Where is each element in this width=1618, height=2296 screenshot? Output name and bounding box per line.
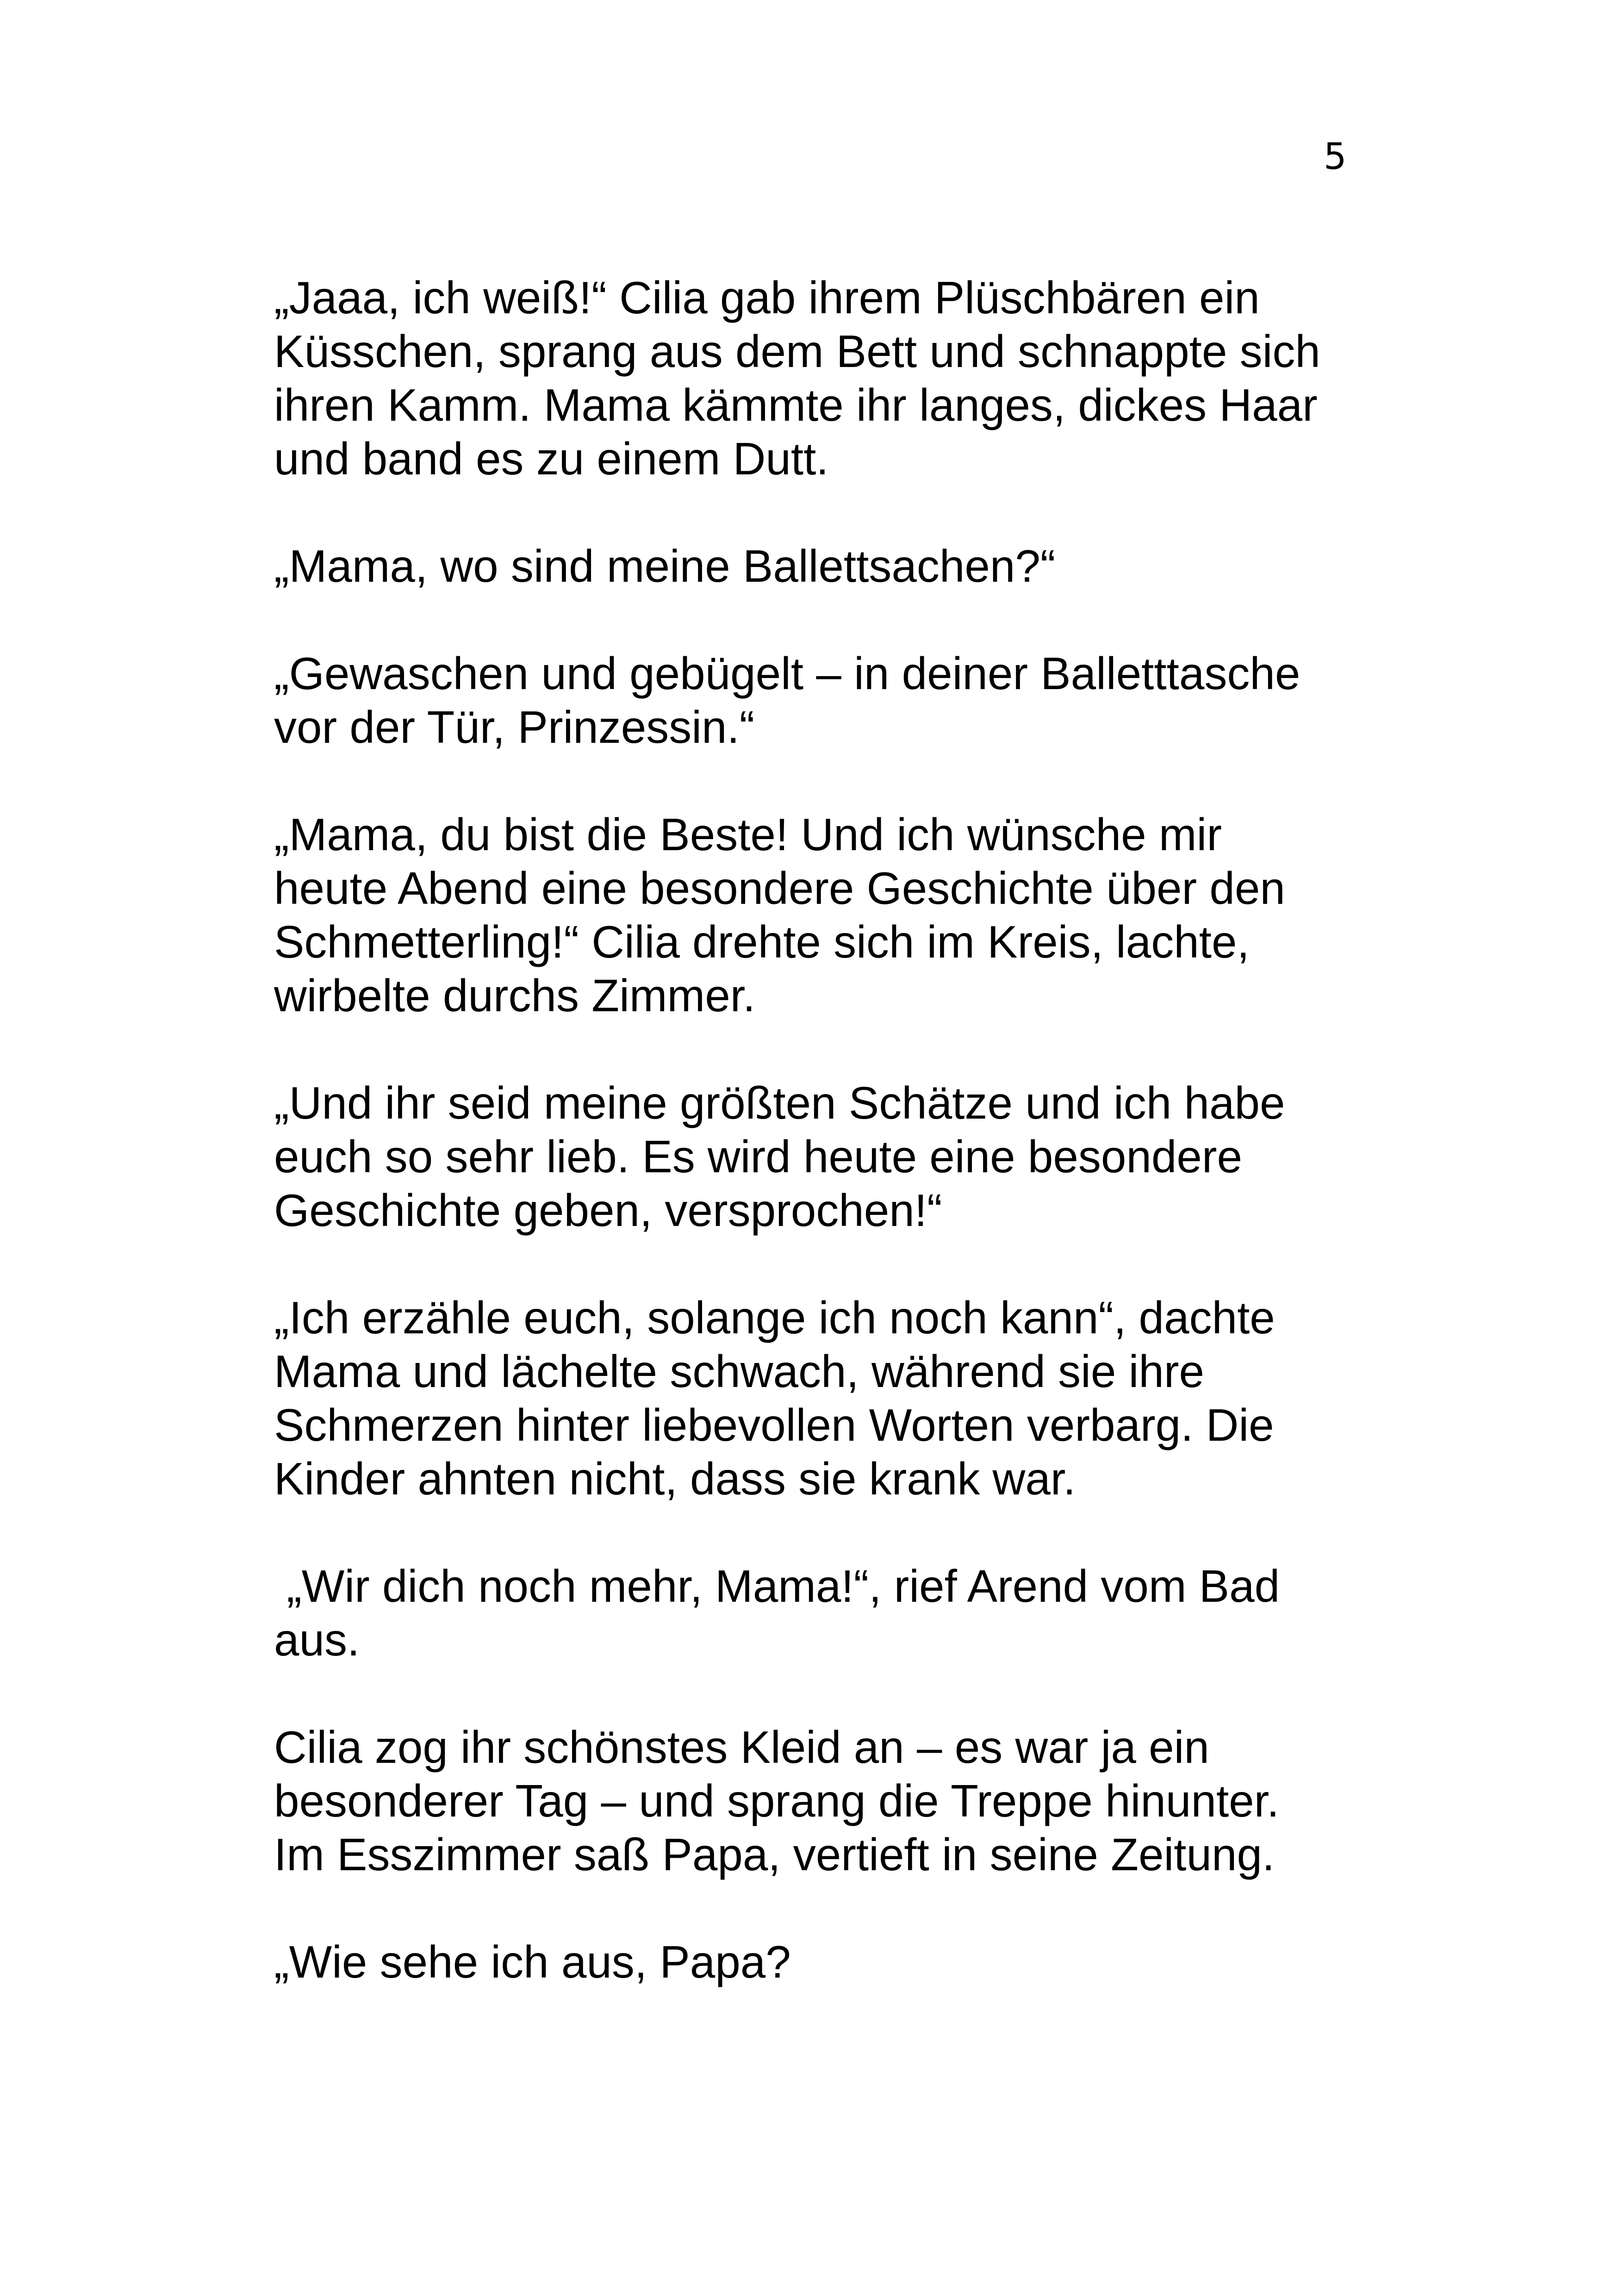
paragraph-9 <box>274 1935 1394 1989</box>
text-line: „Mama, wo sind meine Ballettsachen?“ <box>274 541 1056 591</box>
text-line: „Wie sehe ich aus, Papa? <box>274 1936 791 1987</box>
paragraph-6 <box>274 1291 1394 1506</box>
paragraph-2 <box>274 539 1394 593</box>
text-line: euch so sehr lieb. Es wird heute eine besondere <box>274 1131 1242 1182</box>
text-line: „Jaaa, ich weiß!“ Cilia gab ihrem Plüschbären ein <box>274 272 1260 323</box>
text-line: besonderer Tag – und sprang die Treppe hinunter. <box>274 1775 1280 1826</box>
text-line: ihren Kamm. Mama kämmte ihr langes, dickes Haar <box>274 380 1318 430</box>
text-line: Schmetterling!“ Cilia drehte sich im Kreis, lachte, <box>274 916 1250 967</box>
text-line: „Mama, du bist die Beste! Und ich wünsche mir <box>274 809 1222 860</box>
text-line: vor der Tür, Prinzessin.“ <box>274 702 755 753</box>
text-line: Kinder ahnten nicht, dass sie krank war. <box>274 1453 1076 1504</box>
text-line: „Und ihr seid meine größten Schätze und ich habe <box>274 1077 1285 1128</box>
paragraph-3 <box>274 647 1394 754</box>
text-line: „Wir dich noch mehr, Mama!“, rief Arend vom Bad <box>274 1561 1280 1612</box>
page-number: 5 <box>1324 136 1347 178</box>
text-line: heute Abend eine besondere Geschichte über den <box>274 863 1285 914</box>
text-line: Schmerzen hinter liebevollen Worten verbarg. Die <box>274 1400 1274 1450</box>
text-line: wirbelte durchs Zimmer. <box>274 970 756 1021</box>
paragraph-5 <box>274 1076 1394 1237</box>
paragraph-7 <box>274 1559 1394 1667</box>
text-line: „Ich erzähle euch, solange ich noch kann“, dachte <box>274 1292 1275 1343</box>
paragraph-1 <box>274 271 1394 485</box>
body-text <box>274 271 1394 2042</box>
text-line: aus. <box>274 1614 360 1665</box>
text-line: Küsschen, sprang aus dem Bett und schnappte sich <box>274 326 1320 377</box>
text-line: Im Esszimmer saß Papa, vertieft in seine Zeitung. <box>274 1829 1275 1880</box>
text-line: Cilia zog ihr schönstes Kleid an – es war ja ein <box>274 1722 1209 1773</box>
text-line: Geschichte geben, versprochen!“ <box>274 1185 942 1236</box>
text-line: „Gewaschen und gebügelt – in deiner Balletttasche <box>274 648 1301 699</box>
paragraph-4 <box>274 808 1394 1022</box>
text-line: und band es zu einem Dutt. <box>274 433 829 484</box>
paragraph-8 <box>274 1720 1394 1881</box>
text-line: Mama und lächelte schwach, während sie ihre <box>274 1346 1205 1397</box>
